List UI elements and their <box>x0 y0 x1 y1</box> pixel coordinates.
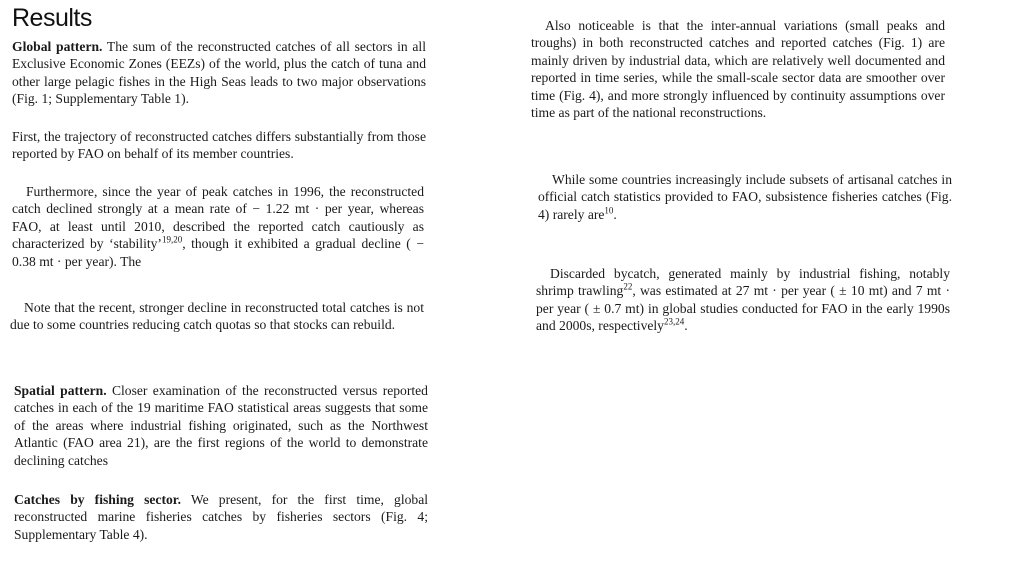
artisanal-tail: . <box>613 206 617 222</box>
bycatch-text-1: Discarded bycatch, generated mainly by industrial fishing, notably shrimp trawling <box>536 266 950 299</box>
decline-rate-paragraph <box>12 183 424 270</box>
page-title: Results <box>12 4 92 32</box>
citation-ref: 22 <box>623 281 633 292</box>
decline-rate-tail: , though it exhibited a gradual decline ( − 0.38 mt · per year). The <box>12 236 424 269</box>
citation-ref: 19,20 <box>161 234 183 245</box>
global-pattern-text: The sum of the reconstructed catches of all sectors in all Exclusive Economic Zones (EEZs) of the world, plus the catch of tuna and other large pelagic fishes in the High Seas leads to two major observations (Fig. 1; Supplementary Table 1). <box>12 39 426 107</box>
bycatch-text-2: , was estimated at 27 mt · per year ( ± 10 mt) and 7 mt · per year ( ± 0.7 mt) in global studies conducted for FAO in the early 1990s and 2000s, respectively <box>536 283 950 334</box>
decline-rate-text: Furthermore, since the year of peak catches in 1996, the reconstructed catch declined strongly at a mean rate of − 1.22 mt · per year, whereas FAO, at least until 2010, described the reported catch cautiously as characterized by ‘stability’ <box>12 184 424 252</box>
interannual-variation-paragraph: Also noticeable is that the inter-annual variations (small peaks and troughs) in both reconstructed catches and reported catches (Fig. 1) are mainly driven by industrial data, which are relatively well documented and reported in time series, while the small-scale sector data are smoother over time (Fig. 4), and more strongly influenced by continuity assumptions over time as part of the national reconstructions. <box>531 18 945 121</box>
global-pattern-label: Global pattern. <box>12 39 103 54</box>
discarded-bycatch-paragraph <box>536 265 950 335</box>
artisanal-catches-paragraph <box>538 171 952 223</box>
global-pattern-paragraph <box>12 38 426 108</box>
fishing-sector-paragraph <box>14 491 428 543</box>
citation-ref: 23,24 <box>663 316 685 327</box>
spatial-pattern-label: Spatial pattern. <box>14 383 107 398</box>
first-observation-paragraph: First, the trajectory of reconstructed catches differs substantially from those reported by FAO on behalf of its member countries. <box>12 129 426 162</box>
artisanal-text: While some countries increasingly include subsets of artisanal catches in official catch statistics provided to FAO, subsistence fisheries catches (Fig. 4) rarely are <box>538 172 952 222</box>
fishing-sector-label: Catches by fishing sector. <box>14 492 181 507</box>
spatial-pattern-paragraph <box>14 382 428 469</box>
fishing-sector-text: We present, for the first time, global reconstructed marine fisheries catches by fisheries sectors (Fig. 4; Supplementary Table 4). <box>14 492 428 542</box>
quota-note-paragraph: Note that the recent, stronger decline in reconstructed total catches is not due to some countries reducing catch quotas so that stocks can rebuild. <box>10 300 424 333</box>
citation-ref: 10 <box>604 205 614 216</box>
bycatch-tail: . <box>684 318 688 334</box>
spatial-pattern-text: Closer examination of the reconstructed versus reported catches in each of the 19 maritime FAO statistical areas suggests that some of the areas where industrial fishing originated, such as the Northwest Atlantic (FAO area 21), are the first regions of the world to demonstrate declining catches <box>14 383 428 468</box>
